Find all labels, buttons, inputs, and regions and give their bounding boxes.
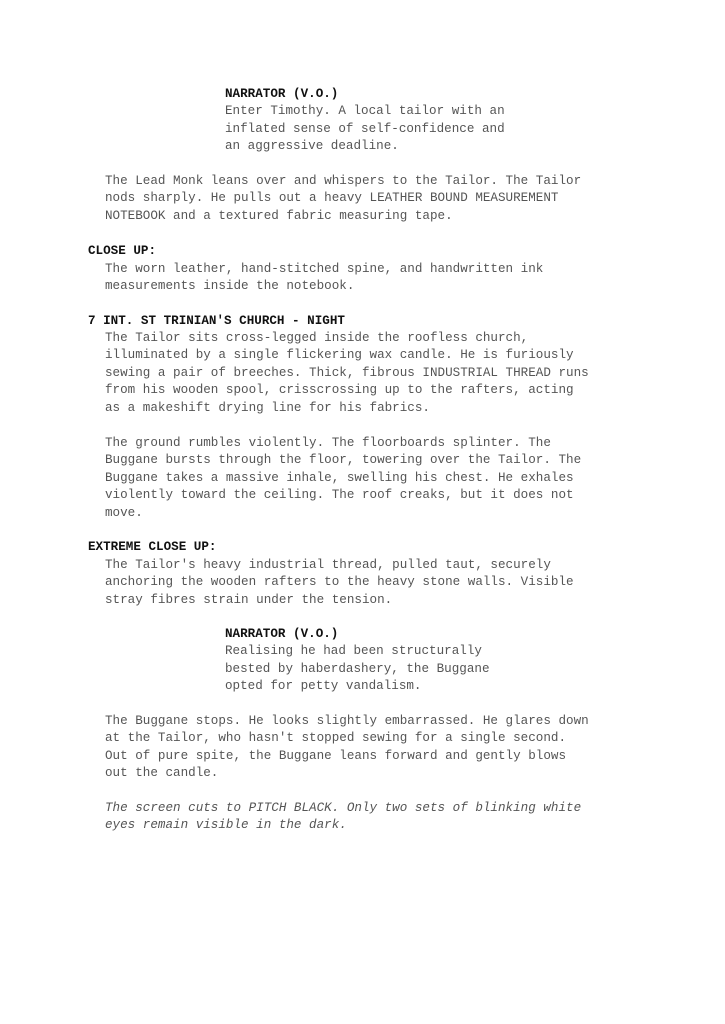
action-line: as a makeshift drying line for his fabrics.	[105, 400, 430, 415]
action-line: sewing a pair of breeches. Thick, fibrous INDUSTRIAL THREAD runs	[105, 365, 589, 380]
action-line: The worn leather, hand-stitched spine, and handwritten ink	[105, 262, 544, 276]
action-line: illuminated by a single flickering wax candle. He is furiously	[105, 348, 574, 363]
action-line: Out of pure spite, the Buggane leans forward and gently blows	[105, 748, 567, 763]
shot-heading: EXTREME CLOSE UP:	[88, 540, 217, 554]
action-line: The Tailor sits cross-legged inside the roofless church,	[105, 331, 529, 345]
action-block-2	[105, 435, 581, 522]
action-line: The ground rumbles violently. The floorboards splinter. The	[105, 436, 551, 450]
character-name: NARRATOR (V.O.)	[225, 87, 339, 101]
action-line: stray fibres strain under the tension.	[105, 592, 393, 607]
action-line: violently toward the ceiling. The roof creaks, but it does not	[105, 488, 574, 503]
action-line: from his wooden spool, crisscrossing up to the rafters, acting	[105, 383, 574, 398]
dialogue-line: Realising he had been structurally	[225, 644, 482, 659]
action-line: out the candle.	[105, 766, 219, 781]
action-line: The Lead Monk leans over and whispers to the Tailor. The Tailor	[105, 174, 582, 188]
action-block-scene-7	[105, 330, 589, 417]
dialogue-block-narrator-1	[225, 86, 505, 156]
action-line: move.	[105, 505, 143, 520]
action-line: The Buggane stops. He looks slightly embarrassed. He glares down	[105, 714, 589, 728]
action-block-close-up	[105, 261, 543, 296]
action-block-extreme-close-up	[105, 557, 574, 609]
action-line: nods sharply. He pulls out a heavy LEATHER BOUND MEASUREMENT	[105, 191, 559, 206]
dialogue-line: inflated sense of self-confidence and	[225, 121, 505, 136]
action-line: eyes remain visible in the dark.	[105, 818, 347, 833]
action-block-1	[105, 173, 581, 225]
action-line: The screen cuts to PITCH BLACK. Only two sets of blinking white	[105, 801, 582, 815]
dialogue-line: bested by haberdashery, the Buggane	[225, 661, 490, 676]
action-line: measurements inside the notebook.	[105, 279, 355, 294]
action-line: anchoring the wooden rafters to the heavy stone walls. Visible	[105, 575, 574, 590]
dialogue-line: opted for petty vandalism.	[225, 679, 422, 694]
action-line: The Tailor's heavy industrial thread, pulled taut, securely	[105, 558, 551, 572]
dialogue-line: an aggressive deadline.	[225, 139, 399, 154]
action-line: NOTEBOOK and a textured fabric measuring tape.	[105, 208, 453, 223]
action-line: Buggane takes a massive inhale, swelling his chest. He exhales	[105, 470, 574, 485]
character-name: NARRATOR (V.O.)	[225, 627, 339, 641]
shot-heading: CLOSE UP:	[88, 244, 157, 258]
scene-heading: 7 INT. ST TRINIAN'S CHURCH - NIGHT	[88, 314, 345, 328]
shot-heading-close-up	[88, 243, 156, 260]
shot-heading-extreme-close-up	[88, 539, 216, 556]
action-block-final	[105, 800, 581, 835]
action-block-3	[105, 713, 589, 783]
action-line: at the Tailor, who hasn't stopped sewing for a single second.	[105, 731, 567, 746]
dialogue-block-narrator-2	[225, 626, 490, 696]
dialogue-line: Enter Timothy. A local tailor with an	[225, 104, 505, 119]
scene-heading-7	[88, 313, 345, 330]
action-line: Buggane bursts through the floor, towering over the Tailor. The	[105, 453, 582, 468]
